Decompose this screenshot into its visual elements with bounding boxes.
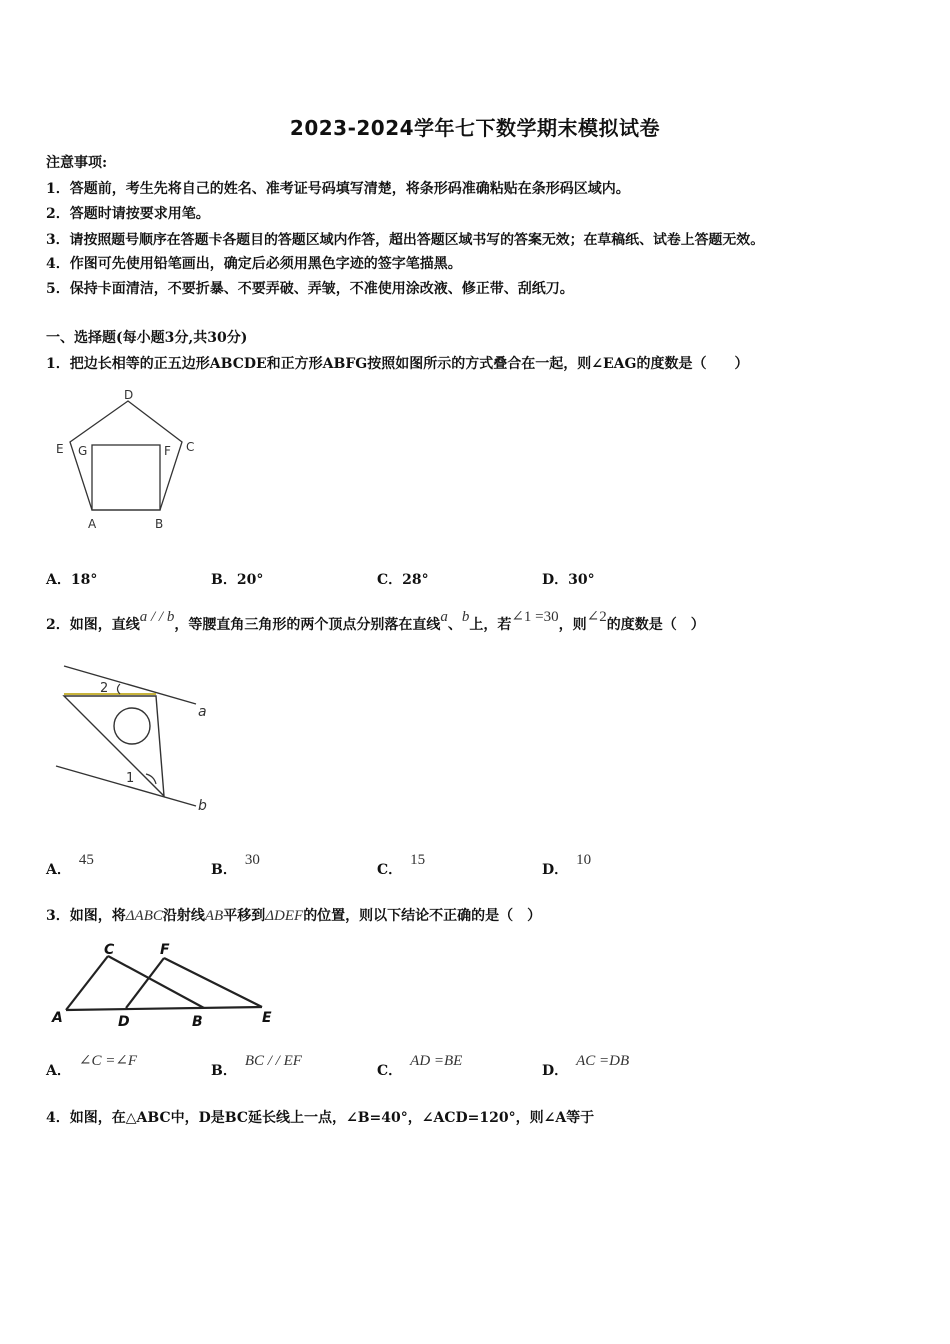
option-letter: D．: [542, 572, 569, 588]
q2-option-b[interactable]: [211, 852, 260, 879]
label-g: G: [78, 444, 88, 458]
option-letter: D．: [542, 1063, 569, 1079]
q2-math-angle2: ∠2: [586, 609, 607, 625]
line-a: [64, 666, 196, 704]
label-1: 1: [126, 771, 135, 786]
label-2: 2: [100, 681, 109, 696]
option-letter: B．: [211, 1063, 237, 1079]
option-letter: D．: [542, 862, 569, 878]
label-d: D: [118, 1014, 130, 1030]
q3-part: 3．如图，将: [46, 908, 126, 924]
notice-item-1: 1．答题前，考生先将自己的姓名、准考证号码填写清楚，将条形码准确粘贴在条形码区域内。: [46, 181, 630, 197]
q2-option-a[interactable]: [46, 852, 94, 879]
q3-part: 平移到: [223, 908, 266, 924]
q2-math-b: b: [461, 609, 470, 625]
option-value: 30°: [568, 572, 595, 588]
q3-option-a[interactable]: [46, 1053, 138, 1080]
option-letter: C．: [377, 572, 403, 588]
base-line: [66, 1007, 262, 1010]
option-letter: C．: [377, 862, 403, 878]
q2-part: 2．如图，直线: [46, 617, 140, 633]
notice-item-4: 4．作图可先使用铅笔画出，确定后必须用黑色字迹的签字笔描黑。: [46, 256, 462, 272]
question-1-text: 1．把边长相等的正五边形ABCDE和正方形ABFG按照如图所示的方式叠合在一起，则∠EAG的度数是（ ）: [46, 356, 749, 372]
option-value: 30: [244, 852, 260, 868]
label-f: F: [164, 444, 171, 458]
option-value: BC / / EF: [244, 1053, 302, 1069]
option-letter: C．: [377, 1063, 403, 1079]
q2-part: ，则: [558, 617, 587, 633]
segment-ac: [66, 956, 108, 1010]
circle-shape: [114, 708, 150, 744]
q3-option-d[interactable]: [542, 1053, 630, 1080]
label-b: b: [198, 798, 207, 814]
square-shape: [92, 445, 160, 510]
label-d: D: [124, 388, 134, 402]
q2-option-c[interactable]: [377, 852, 426, 879]
label-b: B: [155, 517, 164, 531]
segment-fe: [164, 958, 262, 1007]
option-letter: A．: [46, 862, 71, 878]
option-letter: A．: [46, 1063, 71, 1079]
q2-part: 、: [447, 617, 462, 633]
notice-heading: 注意事项:: [46, 155, 108, 171]
q1-option-b[interactable]: [211, 569, 263, 589]
label-a: a: [198, 704, 207, 720]
option-value: 18°: [70, 572, 98, 588]
option-letter: A．: [46, 572, 71, 588]
q2-math-parallel: a / / b: [139, 609, 175, 625]
label-a: A: [88, 517, 97, 531]
q2-math-a: a: [440, 609, 448, 625]
notice-item-2: 2．答题时请按要求用笔。: [46, 206, 210, 222]
q3-math-abc: ΔABC: [125, 908, 163, 924]
option-value: AC =DB: [576, 1053, 630, 1069]
q2-part: 的度数是（ ）: [606, 617, 705, 633]
option-value: 20°: [236, 572, 264, 588]
angle-2-arc: [118, 684, 121, 694]
question-2-text: [46, 609, 705, 634]
question-4-text: 4．如图，在△ABC中，D是BC延长线上一点，∠B=40°，∠ACD=120°，则∠A等于: [46, 1110, 595, 1126]
q2-part: ，等腰直角三角形的两个顶点分别落在直线: [174, 617, 441, 633]
q1-option-a[interactable]: [46, 569, 97, 589]
q3-math-ab: AB: [204, 908, 224, 924]
label-b: B: [192, 1014, 203, 1030]
option-value: 10: [576, 852, 592, 868]
question-1-figure: [48, 385, 208, 535]
q3-option-b[interactable]: [211, 1053, 302, 1080]
triangle-shape: [64, 696, 164, 796]
q3-part: 的位置，则以下结论不正确的是（ ）: [303, 908, 542, 924]
option-value: 45: [78, 852, 94, 868]
label-e: E: [56, 442, 64, 456]
label-e: E: [262, 1010, 272, 1026]
option-letter: B．: [211, 862, 237, 878]
question-3-text: [46, 905, 541, 925]
option-value: AD =BE: [410, 1053, 463, 1069]
section-heading: 一、选择题(每小题3分,共30分): [46, 330, 248, 346]
option-value: 15: [410, 852, 426, 868]
q2-math-angle1: ∠1 =30: [511, 609, 559, 625]
option-value: ∠C =∠F: [78, 1053, 138, 1069]
option-letter: B．: [211, 572, 237, 588]
segment-cb: [108, 956, 204, 1008]
q3-math-def: ΔDEF: [265, 908, 304, 924]
notice-item-3: 3．请按照题号顺序在答题卡各题目的答题区域内作答，超出答题区域书写的答案无效；在草稿纸、试卷上答题无效。: [46, 232, 765, 248]
label-f: F: [160, 942, 170, 958]
label-a: A: [52, 1010, 63, 1026]
question-2-figure: [48, 658, 218, 818]
notice-item-5: 5．保持卡面清洁，不要折暴、不要弄破、弄皱，不准使用涂改液、修正带、刮纸刀。: [46, 281, 574, 297]
question-3-figure: [48, 938, 288, 1034]
q3-part: 沿射线: [162, 908, 205, 924]
q3-option-c[interactable]: [377, 1053, 463, 1080]
q2-part: 上，若: [469, 617, 512, 633]
label-c: C: [186, 440, 195, 454]
label-c: C: [104, 942, 115, 958]
q1-option-c[interactable]: [377, 569, 429, 589]
option-value: 28°: [402, 572, 429, 588]
q2-option-d[interactable]: [542, 852, 592, 879]
page-title: 2023-2024学年七下数学期末模拟试卷: [289, 116, 661, 140]
q1-option-d[interactable]: [542, 569, 595, 589]
